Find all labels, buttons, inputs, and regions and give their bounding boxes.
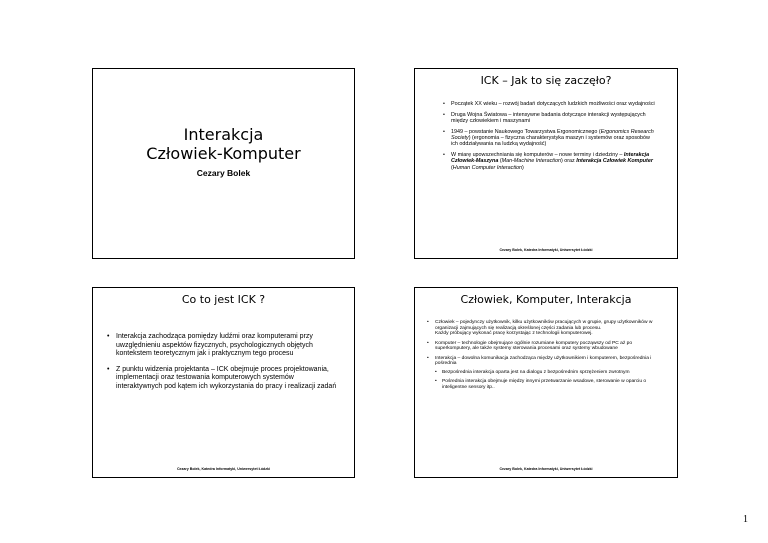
sub-list <box>435 370 663 391</box>
list-item <box>443 152 655 171</box>
list-item: • Początek XX wieku – rozwój badań dotyczących ludzkich możliwości oraz wydajności <box>443 101 655 107</box>
text-fragment: Interakcja Człowiek Komputer <box>576 158 653 165</box>
slide-footer: Cezary Bolek, Katedra Informatyki, Uniwersytet Łódzki <box>499 248 593 252</box>
bullet-list <box>427 320 663 394</box>
text-fragment: ) (ergonomia – fizyczna charakterystyka maszyn i systemów oraz sposobów ich oddziaływania na ludzką wydajność) <box>451 134 650 148</box>
text-fragment: Interakcja Człowiek-Maszyna <box>451 151 650 165</box>
text-fragment: ( <box>498 158 502 165</box>
slide-components <box>414 287 678 478</box>
title-line-1: Interakcja <box>183 125 264 144</box>
slide-footer: Cezary Bolek, Katedra Informatyki, Uniwersytet Łódzki <box>499 467 593 471</box>
bullet-list <box>443 101 655 175</box>
text-fragment: W miarę upowszechniania się komputerów – nowe terminy i dziedziny – <box>451 151 624 158</box>
title-line-2: Człowiek-Komputer <box>146 144 301 163</box>
text-fragment: Human Computer Interaction <box>452 164 523 171</box>
slide-title-heading <box>93 125 354 163</box>
text-fragment: ( <box>451 164 453 171</box>
text-fragment: ) <box>522 164 524 171</box>
text-fragment: 1949 – powstanie Naukowego Towarzystwa Ergonomicznego ( <box>451 128 601 135</box>
slide-footer: Cezary Bolek, Katedra Informatyki, Uniwersytet Łódzki <box>176 467 271 471</box>
slide-heading: Człowiek, Komputer, Interakcja <box>460 293 632 306</box>
slide-heading: ICK – Jak to się zaczęło? <box>480 74 612 87</box>
slide-definition <box>92 287 355 478</box>
slide-title <box>92 68 355 259</box>
text-fragment: ) oraz <box>560 158 577 165</box>
page-number: 1 <box>743 514 748 525</box>
list-item <box>427 320 663 337</box>
list-item: • Interakcja zachodząca pomiędzy ludźmi oraz komputerami przy uwzględnieniu aspektów fizycznych, psychologicznych objętych kontekstem teoretycznym jak i praktycznym tego procesu <box>107 333 340 359</box>
list-item: • Z punktu widzenia projektanta – ICK obejmuje proces projektowania, implementacji oraz testowania komputerowych systemów interaktywnych pod kątem ich wykorzystania do pracy i realizacji zadań <box>107 366 340 392</box>
list-item: • Druga Wojna Światowa – intensywne badania dotyczące interakcji występujących między człowiekiem i maszynami <box>443 112 655 125</box>
sub-list-item: • Pośrednia interakcja obejmuje między innymi przetwarzanie wsadowe, sterowanie w oparciu o inteligentne sensory itp.. <box>435 379 663 390</box>
text-fragment: Ergonomics Research Society <box>451 128 654 141</box>
text-fragment: Interakcja – dowolna komunikacja zachodząca między użytkownikiem i komputerem, bezpośrednia i pośrednia <box>435 355 652 367</box>
list-item: • Komputer – technologie obejmujące ogólnie rozumiane komputery począwszy od PC aż po superkomputery, ale także systemy sterowania procesami oraz systemy wbudowane <box>427 341 663 352</box>
slide-history <box>414 68 678 259</box>
sub-list-item: • Bezpośrednia interakcja oparta jest na dialogu z bezpośrednim sprzężeniem zwrotnym <box>435 370 663 376</box>
text-fragment: • Człowiek – pojedynczy użytkownik, kilku użytkowników pracujących w grupie, grupy użytkowników w organizacji zajmujących się realizacją określonej części zadania lub procesu. <box>435 320 653 331</box>
text-fragment: Każdy próbujący wykonać pracę korzystając z technologii komputerowej. <box>435 331 593 337</box>
list-item <box>443 129 655 148</box>
author-name: Cezary Bolek <box>196 168 251 178</box>
text-fragment: Man-Machine Interaction <box>501 158 561 165</box>
slide-heading: Co to jest ICK ? <box>181 293 266 306</box>
bullet-list <box>107 333 340 399</box>
list-item <box>427 356 663 391</box>
